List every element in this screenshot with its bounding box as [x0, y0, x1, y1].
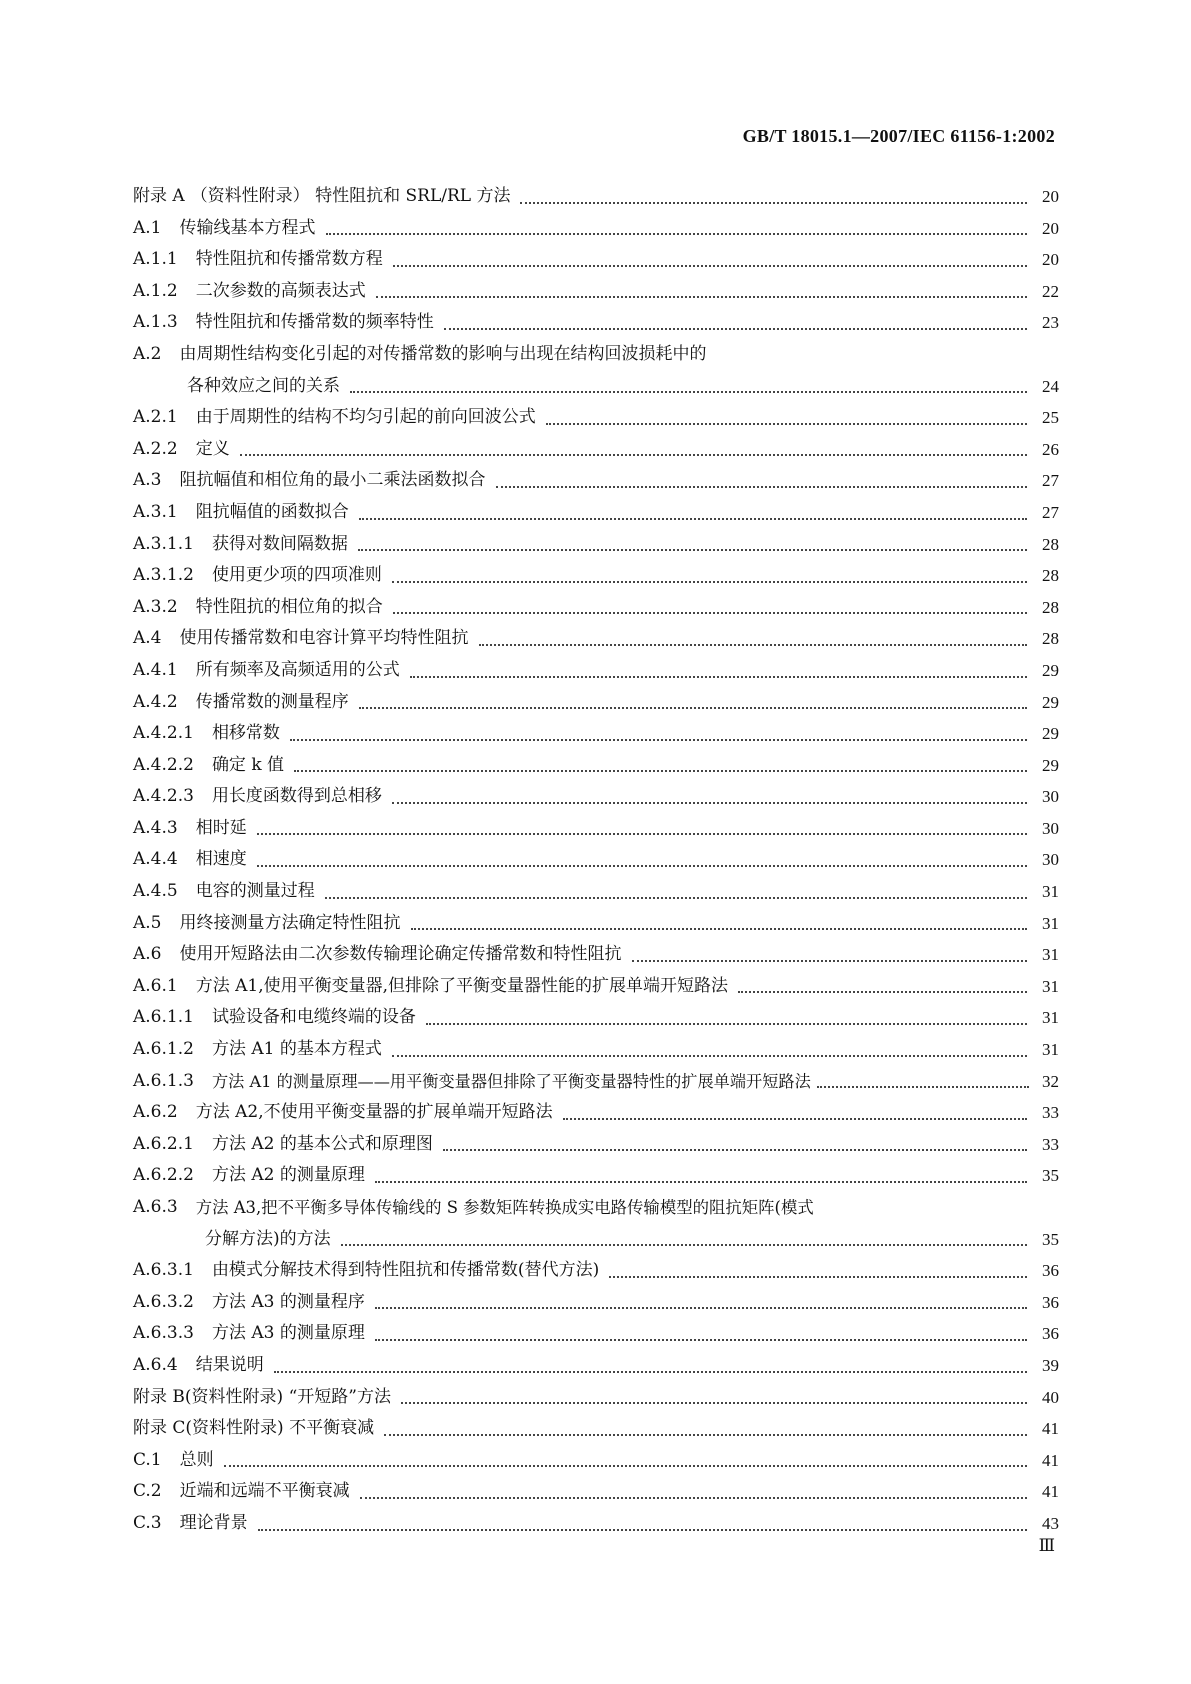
toc-title: 特性阻抗和传播常数的频率特性: [195, 312, 434, 333]
toc-page: 41: [1042, 1419, 1059, 1439]
toc-title: 理论背景: [179, 1512, 248, 1533]
toc-leader: [609, 1276, 1027, 1278]
toc-number: 附录 B: [133, 1386, 185, 1407]
toc-entry[interactable]: [133, 181, 1059, 213]
toc-leader: [325, 897, 1027, 899]
toc-leader: [410, 676, 1027, 678]
toc-number: A.6.1.3: [133, 1070, 194, 1091]
toc-number: A.1.2: [133, 280, 178, 301]
toc-page: 31: [1042, 913, 1059, 933]
toc-entry[interactable]: [133, 750, 1059, 782]
toc-leader: [326, 233, 1028, 235]
toc-entry[interactable]: [133, 1034, 1059, 1066]
toc-entry[interactable]: [133, 1129, 1059, 1161]
toc-page: 35: [1042, 1229, 1059, 1249]
toc-entry[interactable]: [133, 908, 1059, 940]
toc-number: A.4.2.3: [133, 786, 194, 807]
toc-title: 方法 A2 的测量原理: [211, 1165, 365, 1186]
table-of-contents: [133, 181, 1059, 1540]
toc-title: 特性阻抗的相位角的拟合: [195, 596, 383, 617]
toc-entry[interactable]: [133, 1002, 1059, 1034]
toc-title: 近端和远端不平衡衰减: [179, 1481, 350, 1502]
toc-leader: [359, 707, 1027, 709]
toc-page: 35: [1042, 1166, 1059, 1186]
toc-leader: [358, 549, 1027, 551]
toc-number: A.1.3: [133, 312, 178, 333]
toc-number: A.2.2: [133, 438, 178, 459]
toc-entry[interactable]: [133, 781, 1059, 813]
toc-page: 40: [1042, 1387, 1059, 1407]
toc-entry[interactable]: [133, 1445, 1059, 1477]
toc-page: 29: [1042, 755, 1059, 775]
toc-page: 28: [1042, 629, 1059, 649]
toc-leader: [632, 960, 1028, 962]
toc-entry-continuation[interactable]: [133, 371, 1059, 403]
toc-page: 24: [1042, 376, 1059, 396]
toc-leader: [375, 1339, 1027, 1341]
toc-leader: [350, 391, 1027, 393]
toc-leader: [392, 802, 1027, 804]
toc-number: A.6.1: [133, 975, 178, 996]
toc-title: 获得对数间隔数据: [211, 533, 348, 554]
toc-entry[interactable]: [133, 1097, 1059, 1129]
toc-title: 传播常数的测量程序: [195, 691, 349, 712]
toc-leader: [443, 1149, 1027, 1151]
toc-title-continuation: 各种效应之间的关系: [187, 375, 340, 396]
toc-title: 相移常数: [211, 723, 280, 744]
page-number: Ⅲ: [1038, 1536, 1055, 1555]
toc-title: (资料性附录) “开短路”方法: [184, 1386, 391, 1407]
toc-entry[interactable]: [133, 1066, 1059, 1098]
toc-page: 33: [1042, 1103, 1059, 1123]
toc-title: 使用更少项的四项准则: [211, 565, 382, 586]
toc-page: 30: [1042, 850, 1059, 870]
standard-header: GB/T 18015.1—2007/IEC 61156-1:2002: [742, 126, 1055, 146]
toc-number: A.6.3: [133, 1197, 178, 1217]
toc-number: A.6.3.3: [133, 1323, 194, 1344]
toc-page: 31: [1042, 945, 1059, 965]
toc-page: 28: [1042, 566, 1059, 586]
toc-entry[interactable]: [133, 939, 1059, 971]
toc-number: C.1: [133, 1449, 162, 1470]
toc-title: 方法 A2 的基本公式和原理图: [211, 1133, 433, 1154]
toc-entry[interactable]: [133, 1413, 1059, 1445]
toc-leader: [520, 202, 1027, 204]
toc-title: 方法 A3,把不平衡多导体传输线的 S 参数矩阵转换成实电路传输模型的阻抗矩阵(模式: [195, 1198, 814, 1217]
toc-title: 相速度: [195, 849, 247, 870]
toc-entry[interactable]: [133, 497, 1059, 529]
toc-entry[interactable]: [133, 718, 1059, 750]
toc-title: 阻抗幅值和相位角的最小二乘法函数拟合: [179, 470, 486, 491]
toc-title: 阻抗幅值的函数拟合: [195, 501, 349, 522]
toc-entry[interactable]: [133, 434, 1059, 466]
toc-number: A.4.2.2: [133, 754, 194, 775]
toc-title: (资料性附录) 不平衡衰减: [185, 1418, 375, 1439]
toc-entry[interactable]: [133, 1192, 1059, 1224]
toc-leader: [496, 486, 1028, 488]
toc-entry[interactable]: [133, 276, 1059, 308]
toc-leader: [392, 581, 1027, 583]
toc-entry[interactable]: [133, 1350, 1059, 1382]
toc-title: 方法 A3 的测量原理: [211, 1323, 365, 1344]
toc-leader: [257, 833, 1027, 835]
toc-page: 43: [1042, 1513, 1059, 1533]
toc-title: 二次参数的高频表达式: [195, 280, 366, 301]
toc-number: A.6.3.2: [133, 1291, 194, 1312]
toc-leader: [375, 1307, 1027, 1309]
toc-title: 传输线基本方程式: [179, 217, 316, 238]
toc-page: 27: [1042, 502, 1059, 522]
toc-number: A.6.2.1: [133, 1133, 194, 1154]
toc-title: 使用传播常数和电容计算平均特性阻抗: [179, 628, 469, 649]
toc-page: 23: [1042, 313, 1059, 333]
toc-number: A.4.2: [133, 691, 178, 712]
toc-entry[interactable]: [133, 623, 1059, 655]
toc-title: 试验设备和电缆终端的设备: [211, 1007, 416, 1028]
toc-number: A.4.3: [133, 817, 178, 838]
toc-number: 附录 C: [133, 1418, 186, 1439]
toc-leader: [359, 518, 1027, 520]
toc-leader: [426, 1023, 1027, 1025]
toc-number: 附录 A: [133, 186, 185, 206]
toc-entry[interactable]: [133, 1255, 1059, 1287]
toc-number: A.6.2.2: [133, 1165, 194, 1186]
toc-leader: [384, 1434, 1027, 1436]
toc-leader: [546, 423, 1027, 425]
toc-number: A.4: [133, 628, 162, 649]
toc-leader: [444, 328, 1027, 330]
toc-entry[interactable]: [133, 339, 1059, 371]
toc-page: 36: [1042, 1261, 1059, 1281]
toc-title: 方法 A3 的测量程序: [211, 1291, 365, 1312]
toc-page: 27: [1042, 471, 1059, 491]
toc-entry[interactable]: [133, 971, 1059, 1003]
toc-number: A.3.1: [133, 501, 178, 522]
toc-leader: [563, 1118, 1027, 1120]
toc-title: 使用开短路法由二次参数传输理论确定传播常数和特性阻抗: [179, 944, 622, 965]
toc-leader: [375, 1181, 1027, 1183]
toc-leader: [341, 1244, 1027, 1246]
toc-leader: [360, 1497, 1027, 1499]
toc-page: 39: [1042, 1355, 1059, 1375]
toc-entry[interactable]: [133, 592, 1059, 624]
toc-leader: [257, 865, 1027, 867]
toc-number: A.1.1: [133, 249, 178, 270]
toc-entry[interactable]: [133, 1508, 1059, 1540]
toc-number: A.5: [133, 912, 162, 933]
toc-number: A.4.2.1: [133, 723, 194, 744]
toc-title-continuation: 分解方法)的方法: [205, 1228, 331, 1249]
toc-page: 31: [1042, 1008, 1059, 1028]
toc-page: 20: [1042, 250, 1059, 270]
toc-title: 所有频率及高频适用的公式: [195, 659, 400, 680]
toc-title: 由模式分解技术得到特性阻抗和传播常数(替代方法): [211, 1260, 600, 1281]
toc-leader: [817, 1086, 1029, 1088]
toc-number: A.3.1.1: [133, 533, 194, 554]
toc-leader: [392, 1055, 1027, 1057]
toc-entry[interactable]: [133, 844, 1059, 876]
toc-number: A.6.3.1: [133, 1260, 194, 1281]
toc-entry[interactable]: [133, 876, 1059, 908]
toc-number: A.6.1.2: [133, 1039, 194, 1060]
toc-number: A.4.1: [133, 659, 178, 680]
toc-title: 方法 A2,不使用平衡变量器的扩展单端开短路法: [195, 1102, 553, 1123]
toc-title: 方法 A1,使用平衡变量器,但排除了平衡变量器性能的扩展单端开短路法: [195, 975, 729, 996]
toc-number: A.4.5: [133, 881, 178, 902]
toc-number: A.3.1.2: [133, 565, 194, 586]
toc-title: 由周期性结构变化引起的对传播常数的影响与出现在结构回波损耗中的: [179, 343, 707, 364]
toc-page: 29: [1042, 724, 1059, 744]
toc-number: A.6.1.1: [133, 1007, 194, 1028]
toc-number: C.3: [133, 1512, 162, 1533]
toc-entry[interactable]: [133, 1476, 1059, 1508]
toc-title: 方法 A1 的基本方程式: [211, 1039, 382, 1060]
toc-leader: [274, 1371, 1027, 1373]
toc-number: A.1: [133, 217, 162, 238]
toc-title: 相时延: [195, 817, 247, 838]
toc-page: 30: [1042, 787, 1059, 807]
toc-title: 特性阻抗和传播常数方程: [195, 249, 383, 270]
toc-page: 32: [1042, 1071, 1059, 1091]
toc-leader: [240, 454, 1027, 456]
toc-leader: [258, 1529, 1027, 1531]
toc-page: 20: [1042, 187, 1059, 206]
toc-leader: [224, 1465, 1027, 1467]
toc-entry-continuation[interactable]: [133, 1224, 1059, 1256]
toc-number: A.6.2: [133, 1102, 178, 1123]
toc-title: 总则: [179, 1449, 214, 1470]
toc-leader: [479, 644, 1028, 646]
toc-entry[interactable]: [133, 560, 1059, 592]
toc-title: 结果说明: [195, 1354, 264, 1375]
toc-leader: [290, 739, 1027, 741]
toc-title: 电容的测量过程: [195, 881, 315, 902]
toc-page: 29: [1042, 660, 1059, 680]
toc-number: A.6: [133, 944, 162, 965]
toc-entry[interactable]: [133, 655, 1059, 687]
toc-number: A.4.4: [133, 849, 178, 870]
toc-leader: [401, 1402, 1027, 1404]
toc-title: 用长度函数得到总相移: [211, 786, 382, 807]
toc-page: 41: [1042, 1450, 1059, 1470]
toc-entry[interactable]: [133, 813, 1059, 845]
toc-title: 用终接测量方法确定特性阻抗: [179, 912, 401, 933]
toc-title: 方法 A1 的测量原理——用平衡变量器但排除了平衡变量器特性的扩展单端开短路法: [211, 1071, 811, 1091]
toc-title: 确定 k 值: [211, 754, 285, 775]
toc-title: 定义: [195, 438, 230, 459]
toc-page: 28: [1042, 534, 1059, 554]
toc-entry[interactable]: [133, 465, 1059, 497]
toc-entry[interactable]: [133, 213, 1059, 245]
toc-entry[interactable]: [133, 1287, 1059, 1319]
toc-number: A.3.2: [133, 596, 178, 617]
toc-page: 20: [1042, 218, 1059, 238]
toc-page: 30: [1042, 818, 1059, 838]
toc-page: 26: [1042, 439, 1059, 459]
toc-number: A.2: [133, 343, 162, 364]
toc-number: A.2.1: [133, 407, 178, 428]
toc-page: 31: [1042, 1040, 1059, 1060]
toc-leader: [376, 296, 1027, 298]
toc-entry[interactable]: [133, 307, 1059, 339]
toc-leader: [411, 928, 1028, 930]
toc-entry[interactable]: [133, 402, 1059, 434]
toc-leader: [738, 991, 1027, 993]
toc-page: 29: [1042, 692, 1059, 712]
toc-page: 41: [1042, 1482, 1059, 1502]
toc-page: 25: [1042, 408, 1059, 428]
toc-leader: [294, 770, 1027, 772]
toc-page: 31: [1042, 976, 1059, 996]
toc-title: 由于周期性的结构不均匀引起的前向回波公式: [195, 407, 536, 428]
toc-number: A.6.4: [133, 1354, 178, 1375]
toc-number: C.2: [133, 1481, 162, 1502]
toc-entry[interactable]: [133, 529, 1059, 561]
toc-leader: [393, 265, 1027, 267]
toc-page: 36: [1042, 1324, 1059, 1344]
toc-page: 22: [1042, 281, 1059, 301]
toc-page: 33: [1042, 1134, 1059, 1154]
toc-entry[interactable]: [133, 687, 1059, 719]
toc-entry[interactable]: [133, 1318, 1059, 1350]
toc-page: 31: [1042, 882, 1059, 902]
toc-page: 36: [1042, 1292, 1059, 1312]
toc-entry[interactable]: [133, 1160, 1059, 1192]
toc-entry[interactable]: [133, 244, 1059, 276]
toc-page: 28: [1042, 597, 1059, 617]
toc-leader: [393, 612, 1027, 614]
toc-title: （资料性附录） 特性阻抗和 SRL/RL 方法: [190, 186, 511, 206]
toc-number: A.3: [133, 470, 162, 491]
toc-entry[interactable]: [133, 1382, 1059, 1414]
